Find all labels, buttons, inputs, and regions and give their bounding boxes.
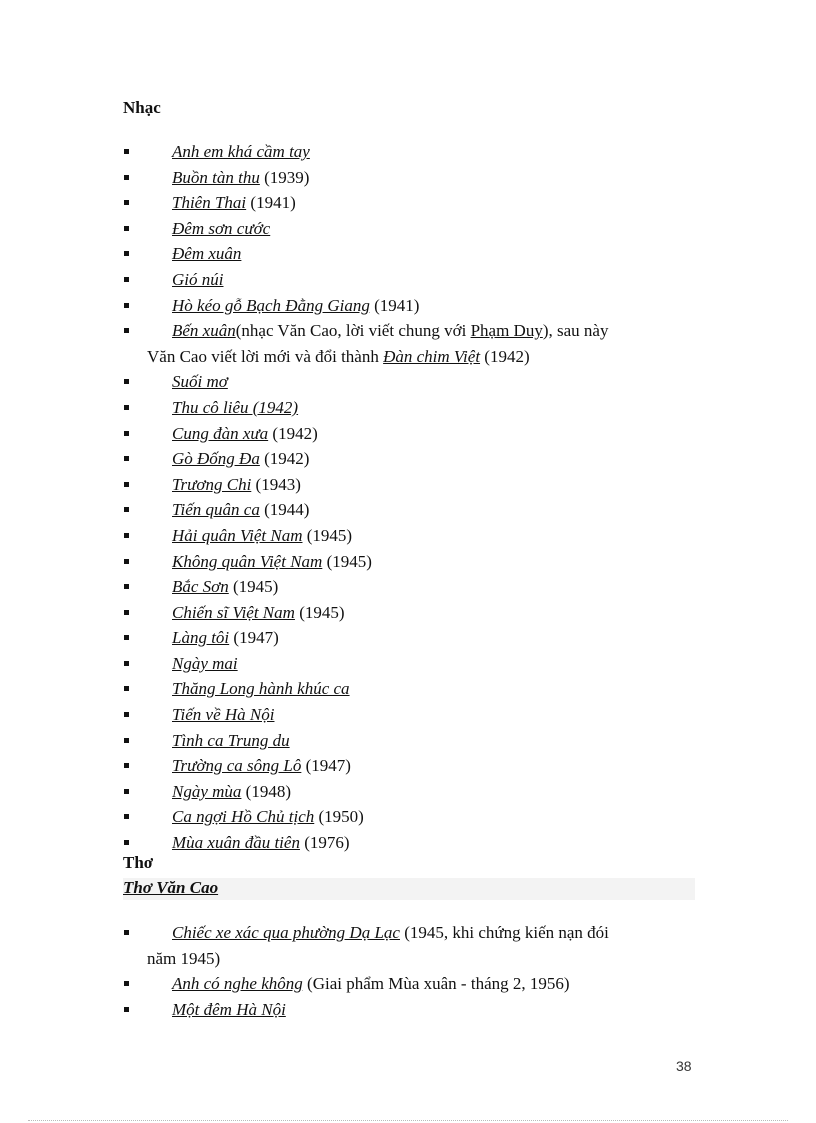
list-item — [0, 267, 672, 293]
bullet-icon — [124, 635, 129, 640]
song-title-link[interactable]: Gió núi — [172, 269, 224, 289]
author-link[interactable]: Phạm Duy — [470, 321, 543, 341]
song-title-link[interactable]: Anh em khá cầm tay — [172, 142, 310, 161]
song-title-link[interactable]: Thiên Thai — [172, 193, 247, 213]
list-item — [0, 446, 672, 472]
bullet-icon — [124, 175, 129, 180]
song-detail: Văn Cao viết lời mới và đổi thành — [147, 346, 384, 366]
list-item — [0, 395, 672, 421]
song-title-link[interactable]: Đêm sơn cước — [172, 218, 271, 238]
poem-detail-continuation: năm 1945) — [147, 948, 221, 968]
poem-title-link[interactable]: Chiếc xe xác qua phường Dạ Lạc — [172, 923, 400, 942]
song-title-link[interactable]: Cung đàn xưa — [172, 423, 269, 443]
song-title-link[interactable]: Không quân Việt Nam — [172, 551, 323, 571]
bullet-icon — [124, 610, 129, 615]
song-detail: (nhạc Văn Cao, lời viết chung với — [235, 321, 471, 341]
music-list — [0, 139, 816, 856]
song-title-link[interactable]: Mùa xuân đầu tiên — [172, 833, 300, 853]
bullet-icon — [124, 686, 129, 691]
bullet-icon — [124, 930, 129, 935]
bullet-icon — [124, 405, 129, 410]
list-item — [0, 293, 672, 319]
song-detail: (1939) — [259, 167, 310, 187]
list-item — [0, 497, 672, 523]
list-item — [0, 318, 672, 369]
song-detail: (1947) — [301, 756, 351, 776]
bullet-icon — [124, 251, 129, 256]
song-title-link[interactable]: Tiến về Hà Nội — [172, 705, 275, 725]
list-item — [0, 523, 672, 549]
list-item — [0, 651, 672, 677]
list-item — [0, 753, 672, 779]
song-detail: (1942) — [480, 346, 530, 366]
page-bottom-divider — [28, 1120, 788, 1121]
bullet-icon — [124, 814, 129, 819]
poem-title-link[interactable]: Anh có nghe không — [172, 974, 303, 994]
poetry-heading: Thơ — [123, 853, 154, 872]
song-detail: (1945) — [302, 525, 353, 545]
song-title-link[interactable]: Thăng Long hành khúc ca — [172, 679, 350, 699]
song-title-link[interactable]: Làng tôi — [172, 628, 230, 648]
list-item-continuation — [147, 344, 672, 370]
song-detail: ), sau này — [542, 321, 609, 341]
song-detail: (1945) — [294, 602, 345, 622]
song-title-link[interactable]: Hò kéo gỗ Bạch Đằng Giang — [172, 295, 370, 315]
song-detail: (1941) — [246, 193, 296, 213]
song-detail: (1942) — [268, 423, 318, 443]
bullet-icon — [124, 661, 129, 666]
list-item — [0, 625, 672, 651]
bullet-icon — [124, 712, 129, 717]
list-item — [0, 369, 672, 395]
bullet-icon — [124, 763, 129, 768]
list-item — [0, 920, 672, 971]
bullet-icon — [124, 303, 129, 308]
song-detail: (1976) — [299, 833, 350, 853]
bullet-icon — [124, 226, 129, 231]
bullet-icon — [124, 456, 129, 461]
list-item — [0, 779, 672, 805]
bullet-icon — [124, 1007, 129, 1012]
list-item — [0, 139, 672, 165]
song-title-link[interactable]: Gò Đống Đa — [172, 449, 260, 469]
poetry-subheading-link[interactable]: Thơ Văn Cao — [123, 878, 219, 897]
poem-detail: (1945, khi chứng kiến nạn đói — [399, 923, 609, 942]
song-title-link[interactable]: Bến xuân — [172, 321, 236, 341]
list-item — [0, 472, 672, 498]
song-detail: (1943) — [251, 474, 301, 494]
song-detail: (1945) — [228, 577, 279, 597]
bullet-icon — [124, 482, 129, 487]
list-item — [0, 728, 672, 754]
bullet-icon — [124, 328, 129, 333]
bullet-icon — [124, 200, 129, 205]
bullet-icon — [124, 149, 129, 154]
bullet-icon — [124, 981, 129, 986]
song-title-link[interactable]: Bắc Sơn — [172, 577, 229, 597]
song-title-link[interactable]: Ngày mùa — [172, 781, 242, 801]
song-title-link[interactable]: Tiến quân ca — [172, 500, 260, 520]
poem-list — [0, 920, 816, 1022]
song-title-link[interactable]: Đêm xuân — [172, 244, 242, 264]
list-item — [0, 216, 672, 242]
music-heading: Nhạc — [123, 98, 161, 117]
song-title-link[interactable]: Hải quân Việt Nam — [172, 525, 303, 545]
song-title-link[interactable]: Tình ca Trung du — [172, 730, 290, 750]
list-item — [0, 971, 672, 997]
song-detail: (1945) — [322, 551, 372, 571]
song-title-link[interactable]: Buồn tàn thu — [172, 167, 260, 187]
song-title-link[interactable]: Chiến sĩ Việt Nam — [172, 602, 295, 622]
song-title-link[interactable]: Suối mơ — [172, 372, 228, 392]
song-detail: (1941) — [369, 295, 420, 315]
song-detail: (1948) — [241, 781, 291, 801]
poem-detail: (Giai phẩm Mùa xuân - tháng 2, 1956) — [302, 974, 570, 994]
list-item — [0, 702, 672, 728]
list-item — [0, 165, 672, 191]
list-item — [0, 549, 672, 575]
song-title-link[interactable]: Ngày mai — [172, 653, 238, 673]
bullet-icon — [124, 379, 129, 384]
list-item — [0, 600, 672, 626]
bullet-icon — [124, 559, 129, 564]
list-item — [0, 241, 672, 267]
song-detail: (1950) — [314, 807, 364, 827]
list-item — [0, 997, 672, 1023]
bullet-icon — [124, 789, 129, 794]
bullet-icon — [124, 507, 129, 512]
song-title-link[interactable]: Ca ngợi Hồ Chủ tịch — [172, 807, 315, 827]
bullet-icon — [124, 738, 129, 743]
list-item — [0, 574, 672, 600]
list-item — [0, 190, 672, 216]
poem-title-link[interactable]: Một đêm Hà Nội — [172, 999, 286, 1019]
song-title-link[interactable]: Trương Chi — [172, 474, 252, 494]
song-detail: (1947) — [229, 628, 279, 648]
song-detail: (1942) — [259, 449, 310, 469]
song-title-link[interactable]: Thu cô liêu (1942) — [172, 397, 299, 417]
song-detail: (1944) — [259, 500, 310, 520]
poetry-subheading — [123, 878, 695, 900]
bullet-icon — [124, 533, 129, 538]
song-title-link[interactable]: Trường ca sông Lô — [172, 756, 302, 776]
page-number: 38 — [676, 1058, 692, 1074]
list-item — [0, 830, 672, 856]
bullet-icon — [124, 840, 129, 845]
song-title-link[interactable]: Đàn chim Việt — [383, 346, 481, 366]
list-item — [0, 421, 672, 447]
list-item — [0, 804, 672, 830]
bullet-icon — [124, 431, 129, 436]
bullet-icon — [124, 277, 129, 282]
bullet-icon — [124, 584, 129, 589]
list-item — [0, 676, 672, 702]
